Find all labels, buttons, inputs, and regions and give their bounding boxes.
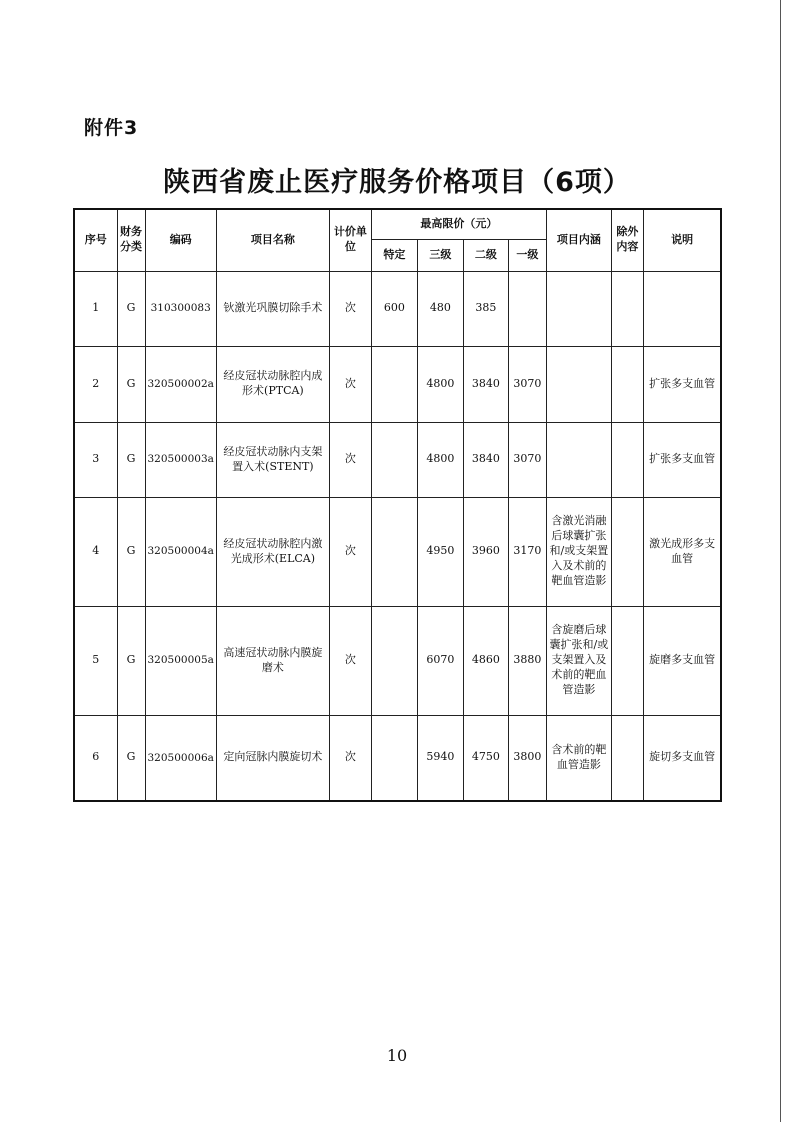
header-max-price: 最高限价（元） [371, 209, 546, 239]
cell-seq: 1 [74, 271, 117, 346]
cell-seq: 5 [74, 606, 117, 715]
cell-category: G [117, 497, 145, 606]
cell-unit: 次 [329, 606, 371, 715]
cell-item-name: 钬激光巩膜切除手术 [216, 271, 329, 346]
header-exclusions: 除外内容 [611, 209, 643, 271]
header-special: 特定 [371, 239, 417, 271]
cell-level2: 3960 [463, 497, 508, 606]
cell-seq: 2 [74, 346, 117, 422]
table-row [74, 422, 721, 497]
cell-level2: 4860 [463, 606, 508, 715]
header-code: 编码 [145, 209, 216, 271]
cell-notes: 扩张多支血管 [643, 422, 721, 497]
cell-special [371, 422, 417, 497]
table-row [74, 497, 721, 606]
table-row [74, 715, 721, 801]
cell-unit: 次 [329, 715, 371, 801]
header-notes: 说明 [643, 209, 721, 271]
cell-level1: 3070 [508, 346, 546, 422]
cell-exclusions [611, 606, 643, 715]
cell-content: 含激光消融后球囊扩张和/或支架置入及术前的靶血管造影 [546, 497, 611, 606]
header-seq: 序号 [74, 209, 117, 271]
cell-item-name: 经皮冠状动脉腔内成形术(PTCA) [216, 346, 329, 422]
cell-level2: 3840 [463, 422, 508, 497]
cell-notes: 旋磨多支血管 [643, 606, 721, 715]
cell-level3: 4800 [417, 422, 463, 497]
cell-level3: 4800 [417, 346, 463, 422]
price-table-container [73, 208, 722, 802]
cell-item-name: 经皮冠状动脉腔内激光成形术(ELCA) [216, 497, 329, 606]
cell-unit: 次 [329, 346, 371, 422]
table-header-row [74, 209, 721, 239]
header-level1: 一级 [508, 239, 546, 271]
cell-category: G [117, 715, 145, 801]
header-item-name: 项目名称 [216, 209, 329, 271]
cell-notes: 旋切多支血管 [643, 715, 721, 801]
document-title: 陕西省废止医疗服务价格项目（6项） [163, 167, 631, 198]
scan-edge-line [780, 0, 781, 1122]
cell-level2: 4750 [463, 715, 508, 801]
cell-level1: 3070 [508, 422, 546, 497]
cell-code: 320500005a [145, 606, 216, 715]
cell-content: 含术前的靶血管造影 [546, 715, 611, 801]
cell-level2: 3840 [463, 346, 508, 422]
cell-exclusions [611, 422, 643, 497]
cell-category: G [117, 606, 145, 715]
header-level3: 三级 [417, 239, 463, 271]
cell-category: G [117, 346, 145, 422]
header-level2: 二级 [463, 239, 508, 271]
header-unit: 计价单位 [329, 209, 371, 271]
cell-code: 320500003a [145, 422, 216, 497]
cell-unit: 次 [329, 422, 371, 497]
cell-special [371, 606, 417, 715]
cell-seq: 6 [74, 715, 117, 801]
cell-unit: 次 [329, 271, 371, 346]
cell-seq: 3 [74, 422, 117, 497]
cell-level3: 5940 [417, 715, 463, 801]
cell-exclusions [611, 715, 643, 801]
cell-content [546, 422, 611, 497]
header-finance-category: 财务分类 [117, 209, 145, 271]
cell-level3: 6070 [417, 606, 463, 715]
cell-notes [643, 271, 721, 346]
cell-item-name: 定向冠脉内膜旋切术 [216, 715, 329, 801]
cell-level1: 3800 [508, 715, 546, 801]
cell-exclusions [611, 271, 643, 346]
cell-special [371, 715, 417, 801]
cell-content: 含旋磨后球囊扩张和/或支架置入及术前的靶血管造影 [546, 606, 611, 715]
page-number: 10 [386, 1046, 408, 1065]
cell-notes: 扩张多支血管 [643, 346, 721, 422]
table-row [74, 346, 721, 422]
cell-content [546, 271, 611, 346]
cell-exclusions [611, 497, 643, 606]
cell-special [371, 497, 417, 606]
cell-code: 310300083 [145, 271, 216, 346]
cell-exclusions [611, 346, 643, 422]
cell-level1: 3170 [508, 497, 546, 606]
price-table [73, 208, 722, 802]
cell-category: G [117, 271, 145, 346]
cell-code: 320500004a [145, 497, 216, 606]
cell-code: 320500006a [145, 715, 216, 801]
cell-seq: 4 [74, 497, 117, 606]
cell-unit: 次 [329, 497, 371, 606]
cell-level3: 480 [417, 271, 463, 346]
table-row [74, 271, 721, 346]
cell-special: 600 [371, 271, 417, 346]
table-row [74, 606, 721, 715]
cell-category: G [117, 422, 145, 497]
cell-level1 [508, 271, 546, 346]
cell-level2: 385 [463, 271, 508, 346]
cell-code: 320500002a [145, 346, 216, 422]
attachment-label: 附件3 [84, 117, 139, 139]
cell-content [546, 346, 611, 422]
cell-level1: 3880 [508, 606, 546, 715]
cell-level3: 4950 [417, 497, 463, 606]
cell-notes: 激光成形多支血管 [643, 497, 721, 606]
header-content: 项目内涵 [546, 209, 611, 271]
cell-item-name: 高速冠状动脉内膜旋磨术 [216, 606, 329, 715]
cell-special [371, 346, 417, 422]
cell-item-name: 经皮冠状动脉内支架置入术(STENT) [216, 422, 329, 497]
